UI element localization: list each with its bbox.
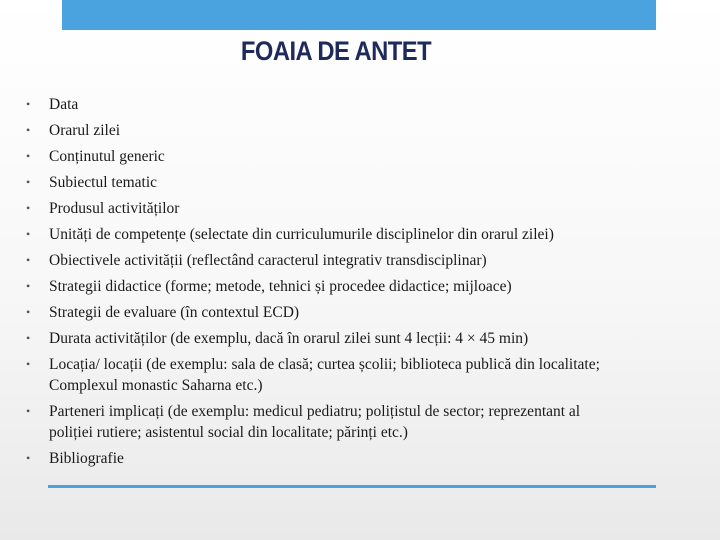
bullet-icon: • — [26, 97, 31, 111]
bullet-icon: • — [26, 201, 31, 215]
bullet-icon: • — [26, 227, 31, 241]
list-item-text: Conținutul generic — [49, 148, 165, 165]
list-item-text: Subiectul tematic — [49, 174, 158, 191]
list-item-text: Unități de competențe (selectate din curriculumurile disciplinelor din orarul zilei) — [49, 226, 554, 243]
list-item — [26, 94, 626, 115]
bullet-icon: • — [26, 175, 31, 189]
top-accent-bar — [62, 0, 656, 30]
list-item-text: Produsul activităților — [49, 200, 180, 217]
bullet-icon: • — [26, 404, 31, 418]
bullet-icon: • — [26, 451, 31, 465]
list-item — [26, 302, 626, 323]
list-item — [26, 354, 626, 396]
list-item — [26, 120, 626, 141]
bullet-icon: • — [26, 279, 31, 293]
list-item — [26, 146, 626, 167]
bullet-icon: • — [26, 305, 31, 319]
list-item — [26, 172, 626, 193]
list-item — [26, 401, 626, 443]
bullet-icon: • — [26, 253, 31, 267]
bullet-icon: • — [26, 331, 31, 345]
bullet-icon: • — [26, 149, 31, 163]
bullet-icon: • — [26, 123, 31, 137]
list-item — [26, 328, 626, 349]
list-item-text: Strategii didactice (forme; metode, tehnici și procedee didactice; mijloace) — [49, 278, 512, 295]
page-title: FOAIA DE ANTET — [240, 36, 432, 66]
list-item-text: Orarul zilei — [49, 122, 121, 139]
list-item — [26, 250, 626, 271]
bullet-list — [26, 94, 626, 474]
list-item-text: Data — [49, 96, 79, 113]
bullet-icon: • — [26, 357, 31, 371]
bottom-accent-line — [48, 485, 656, 488]
list-item — [26, 276, 626, 297]
list-item-text: Obiectivele activității (reflectând caracterul integrativ transdisciplinar) — [49, 252, 487, 269]
list-item — [26, 448, 626, 469]
list-item-text: Parteneri implicați (de exemplu: medicul pediatru; polițistul de sector; reprezentant al poliției rutiere; asistentul social din localitate; părinți etc.) — [49, 403, 581, 441]
list-item-text: Locația/ locații (de exemplu: sala de clasă; curtea școlii; biblioteca publică din localitate; Complexul monastic Saharna etc.) — [49, 356, 600, 394]
list-item — [26, 224, 626, 245]
list-item-text: Bibliografie — [49, 450, 124, 467]
list-item-text: Strategii de evaluare (în contextul ECD) — [49, 304, 300, 321]
list-item — [26, 198, 626, 219]
list-item-text: Durata activităților (de exemplu, dacă în orarul zilei sunt 4 lecții: 4 × 45 min) — [49, 330, 529, 347]
